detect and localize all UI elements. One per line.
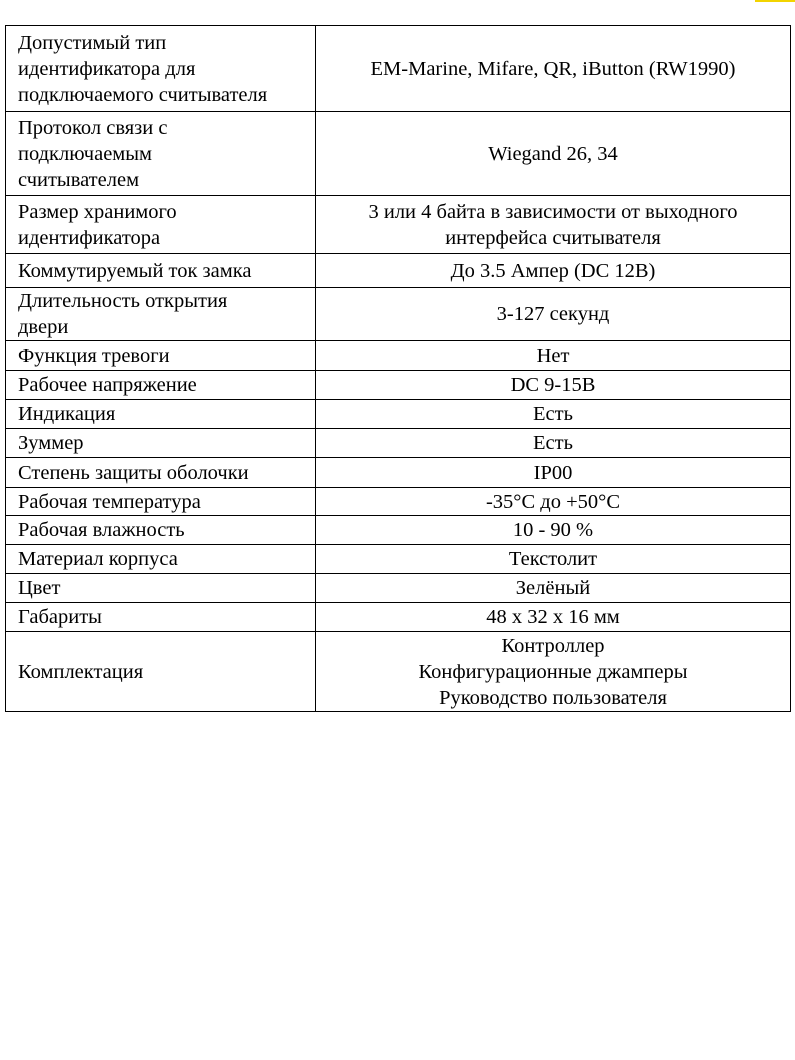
- table-row: [6, 254, 791, 288]
- parameter-label-cell: [6, 254, 316, 288]
- parameter-value-line: 3 или 4 байта в зависимости от выходного: [368, 200, 738, 223]
- parameter-label-cell: [6, 458, 316, 488]
- table-row: [6, 371, 791, 400]
- parameter-label-line: идентификатора для: [18, 57, 196, 80]
- parameter-label-line: Рабочее напряжение: [18, 374, 197, 396]
- table-row: [6, 632, 791, 712]
- parameter-label-cell: [6, 516, 316, 545]
- parameter-label-cell: [6, 341, 316, 371]
- parameter-value-cell: [316, 632, 791, 712]
- parameter-value-cell: [316, 545, 791, 574]
- table-row: [6, 196, 791, 254]
- parameter-label-cell: [6, 371, 316, 400]
- parameter-value-line: Контроллер: [501, 634, 605, 657]
- parameter-label-line: Зуммер: [18, 432, 84, 454]
- parameter-value-line: -35°С до +50°С: [485, 490, 621, 513]
- parameter-label-line: Рабочая температура: [18, 490, 201, 513]
- parameter-value-line: Есть: [533, 403, 573, 425]
- parameter-value-line: 3-127 секунд: [496, 303, 610, 325]
- table-row: [6, 400, 791, 429]
- parameter-value-cell: [316, 516, 791, 545]
- table-row: [6, 112, 791, 196]
- parameter-value-line: Зелёный: [515, 577, 591, 599]
- parameter-label-line: Комплектация: [18, 660, 144, 683]
- parameter-value-cell: [316, 26, 791, 112]
- parameter-value-line: До 3.5 Ампер (DC 12В): [450, 259, 656, 282]
- parameter-value-line: Wiegand 26, 34: [488, 142, 618, 165]
- parameter-value-line: Есть: [533, 432, 573, 454]
- parameter-value-cell: [316, 254, 791, 288]
- parameter-label-line: Размер хранимого: [18, 200, 177, 223]
- parameter-value-line: интерфейса считывателя: [445, 226, 661, 249]
- parameter-label-line: идентификатора: [18, 226, 161, 249]
- table-row: [6, 458, 791, 488]
- parameter-value-cell: [316, 429, 791, 458]
- parameter-label-line: Протокол связи с: [18, 116, 168, 139]
- parameter-label-cell: [6, 574, 316, 603]
- parameter-value-cell: [316, 574, 791, 603]
- parameter-label-cell: [6, 603, 316, 632]
- parameter-value-line: Руководство пользователя: [439, 686, 667, 709]
- parameter-value-cell: [316, 603, 791, 632]
- table-row: [6, 545, 791, 574]
- parameter-value-line: 48 х 32 х 16 мм: [486, 606, 620, 628]
- parameter-label-cell: [6, 196, 316, 254]
- parameter-label-cell: [6, 545, 316, 574]
- parameter-value-cell: [316, 371, 791, 400]
- parameter-label-line: подключаемым: [18, 142, 153, 165]
- specifications-table-body: [6, 26, 791, 712]
- parameter-label-cell: [6, 288, 316, 341]
- parameter-label-cell: [6, 429, 316, 458]
- table-row: [6, 288, 791, 341]
- table-row: [6, 341, 791, 371]
- parameter-value-line: DC 9-15В: [510, 374, 596, 396]
- table-row: [6, 516, 791, 545]
- parameter-value-line: 10 - 90 %: [512, 519, 594, 541]
- table-row: [6, 603, 791, 632]
- parameter-label-line: Рабочая влажность: [18, 519, 185, 541]
- top-accent-mark: [755, 0, 795, 2]
- parameter-label-line: подключаемого считывателя: [18, 83, 268, 106]
- table-row: [6, 26, 791, 112]
- specifications-table: [5, 25, 791, 712]
- table-row: [6, 574, 791, 603]
- parameter-value-cell: [316, 196, 791, 254]
- parameter-value-line: Нет: [536, 344, 570, 367]
- parameter-label-cell: [6, 632, 316, 712]
- parameter-label-line: двери: [18, 316, 69, 338]
- parameter-value-cell: [316, 400, 791, 429]
- parameter-label-line: Коммутируемый ток замка: [18, 259, 252, 282]
- parameter-label-line: Цвет: [18, 577, 61, 599]
- parameter-label-line: Степень защиты оболочки: [18, 461, 249, 484]
- parameter-label-cell: [6, 400, 316, 429]
- parameter-value-cell: [316, 458, 791, 488]
- parameter-value-line: Конфигурационные джамперы: [418, 660, 688, 683]
- parameter-label-line: Допустимый тип: [18, 31, 167, 54]
- parameter-label-line: Материал корпуса: [18, 548, 178, 570]
- table-row: [6, 429, 791, 458]
- parameter-label-line: Габариты: [18, 606, 102, 628]
- parameter-value-cell: [316, 488, 791, 516]
- parameter-label-cell: [6, 112, 316, 196]
- table-row: [6, 488, 791, 516]
- parameter-label-line: считывателем: [18, 168, 140, 191]
- parameter-label-cell: [6, 488, 316, 516]
- parameter-value-line: EM-Marine, Mifare, QR, iButton (RW1990): [370, 57, 736, 80]
- parameter-value-cell: [316, 288, 791, 341]
- parameter-label-line: Длительность открытия: [18, 290, 228, 312]
- parameter-label-line: Функция тревоги: [18, 344, 170, 367]
- parameter-value-cell: [316, 341, 791, 371]
- parameter-label-cell: [6, 26, 316, 112]
- parameter-value-line: Текстолит: [508, 548, 598, 570]
- parameter-value-line: IP00: [533, 461, 573, 484]
- parameter-value-cell: [316, 112, 791, 196]
- parameter-label-line: Индикация: [18, 403, 116, 425]
